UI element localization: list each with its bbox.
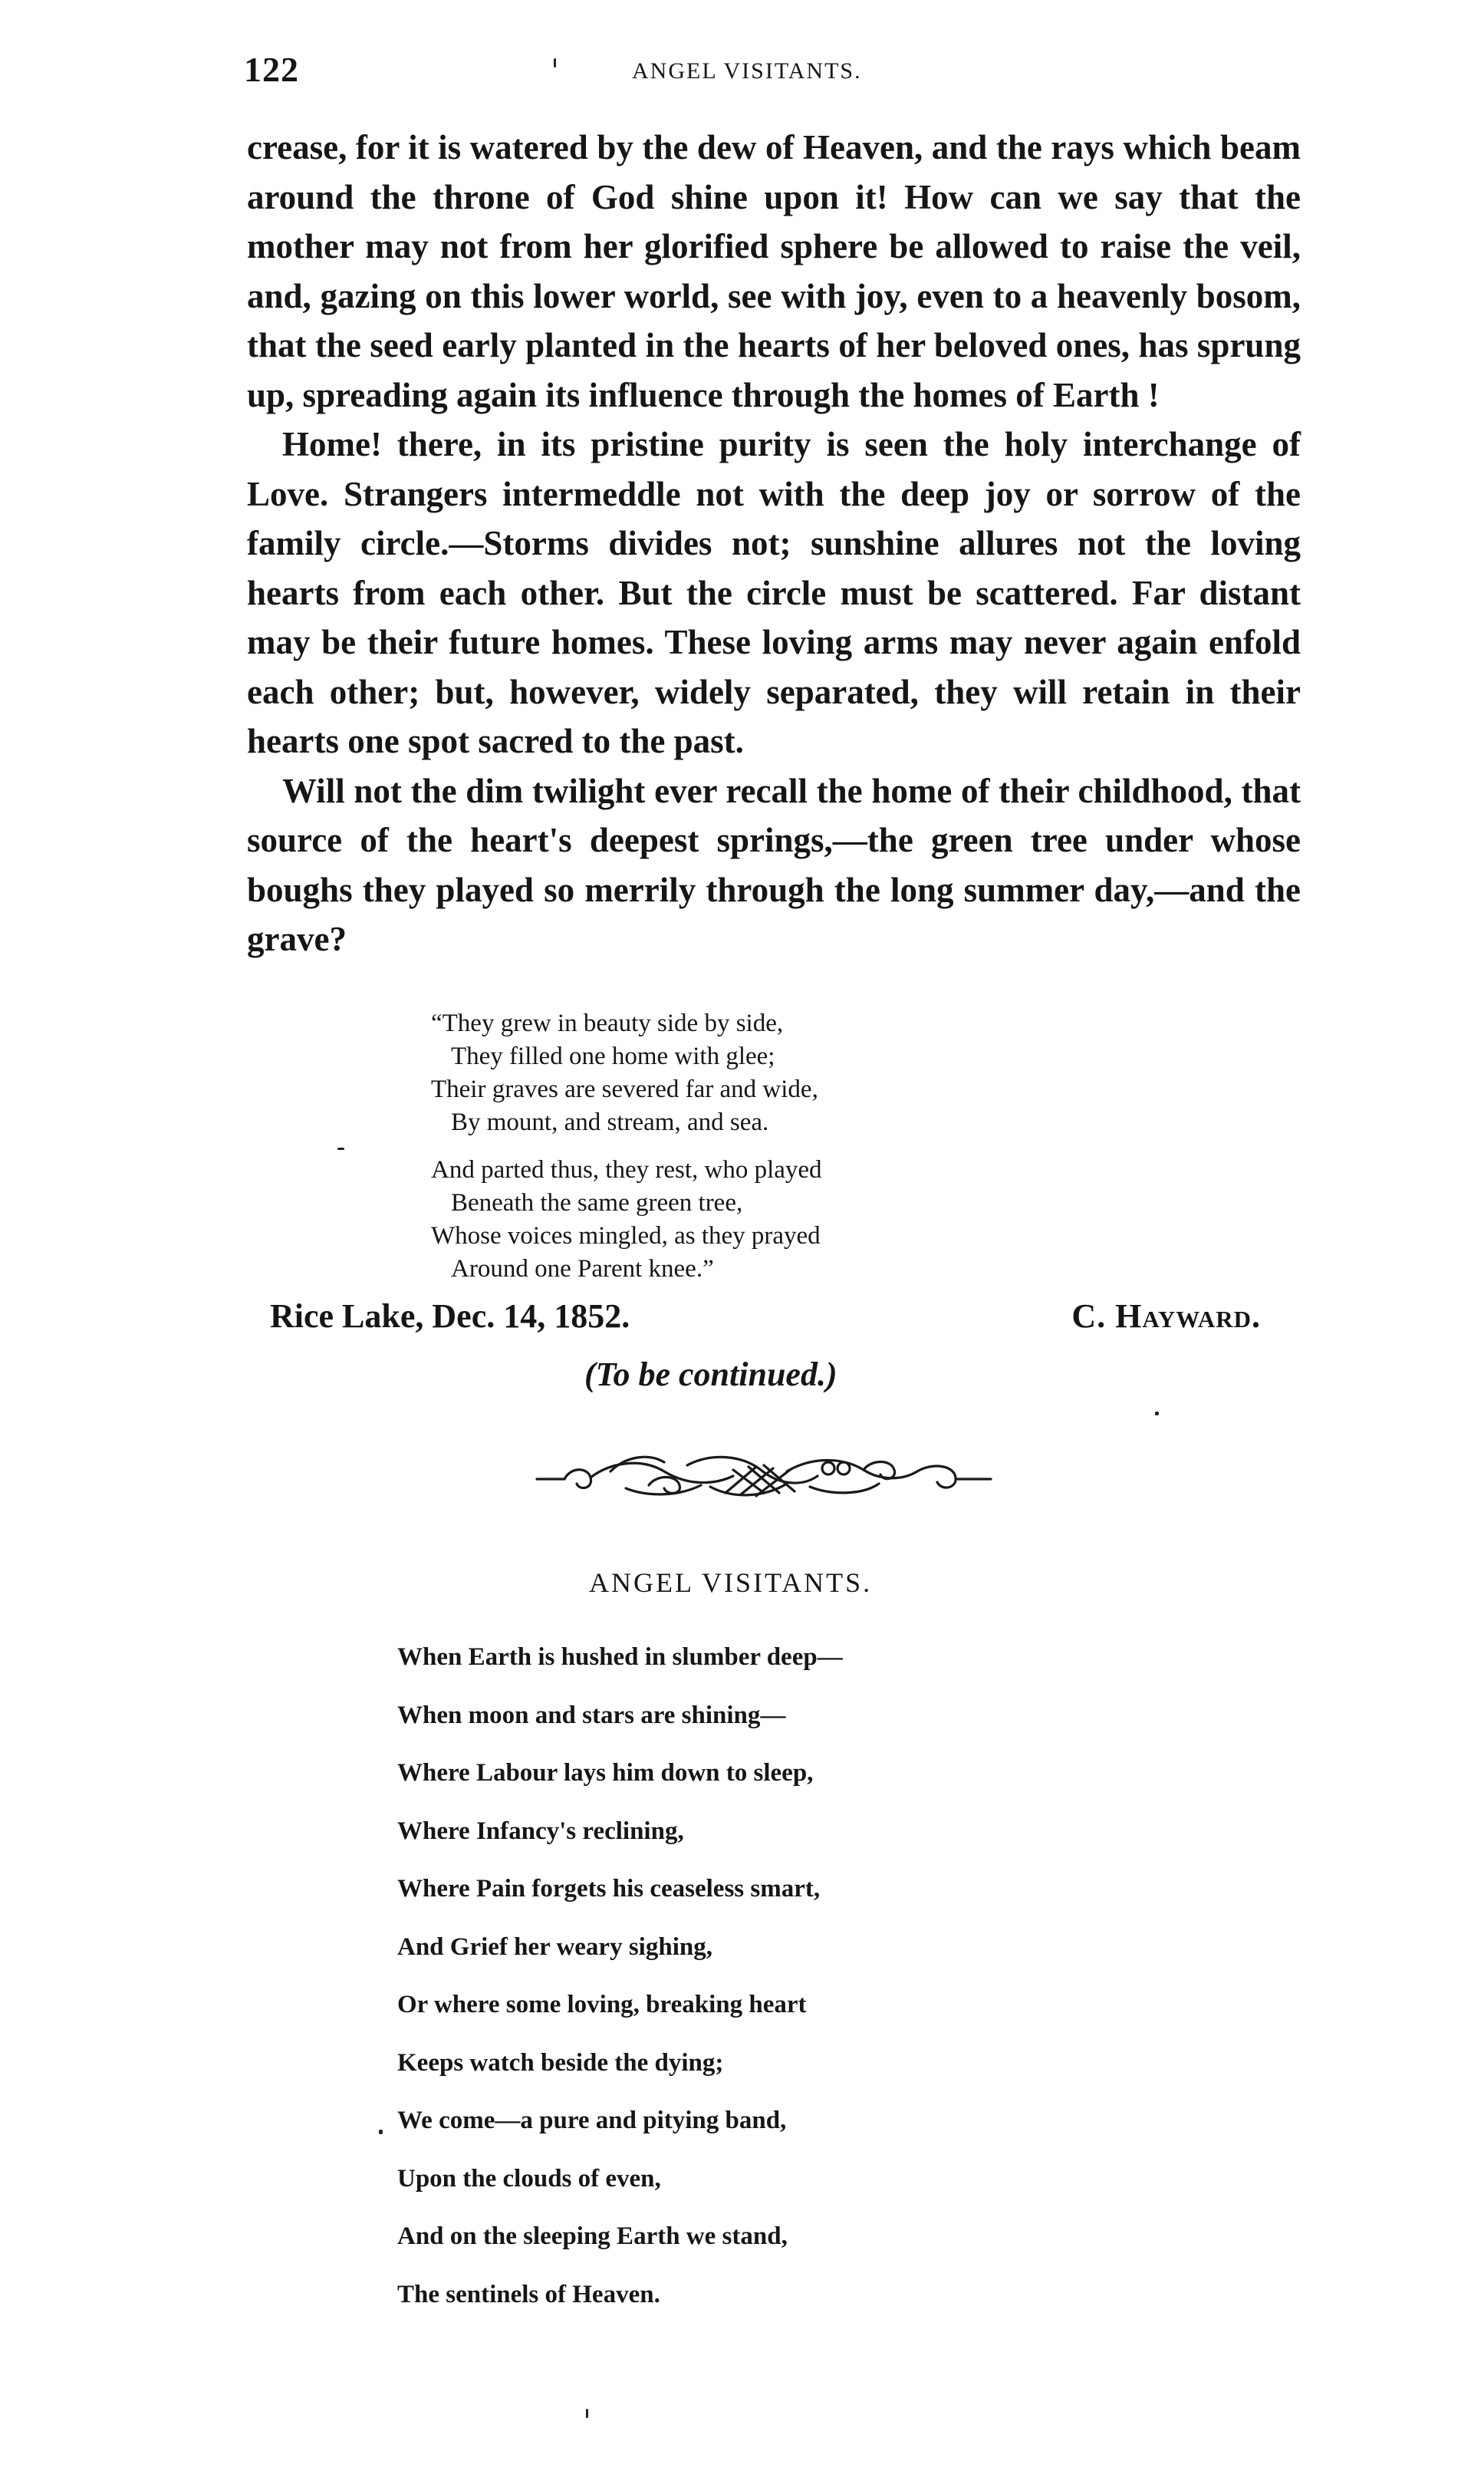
poem-line: The sentinels of Heaven. xyxy=(397,2280,660,2308)
poem-line: Upon the clouds of even, xyxy=(397,2164,661,2193)
ornament-divider-icon xyxy=(534,1448,994,1502)
poem-line: Where Labour lays him down to sleep, xyxy=(397,1759,814,1787)
poem-line: And on the sleeping Earth we stand, xyxy=(397,2222,788,2250)
poem-line: And Grief her weary sighing, xyxy=(397,1932,712,1961)
poem-line: Beneath the same green tree, xyxy=(451,1189,743,1217)
poem-line: We come—a pure and pitying band, xyxy=(397,2107,787,2134)
poem-line: They filled one home with glee; xyxy=(451,1043,775,1070)
poem-line: Around one Parent knee.” xyxy=(451,1255,714,1283)
poem-line: Or where some loving, breaking heart xyxy=(397,1991,807,2018)
ink-speck xyxy=(554,58,556,68)
poem-line: Where Pain forgets his ceaseless smart, xyxy=(397,1875,821,1903)
poem-line: Whose voices mingled, as they prayed xyxy=(431,1222,821,1250)
continued-note: (To be continued.) xyxy=(584,1356,837,1393)
paragraph-3: Will not the dim twilight ever recall the home of their childhood, that source of the heart's deepest springs,—the green tree under whose boughs they played so merrily through the long summer day,—and the grave? xyxy=(247,771,1301,958)
ink-speck xyxy=(1155,1412,1159,1415)
ink-speck xyxy=(379,2130,383,2134)
poem-line: When moon and stars are shining— xyxy=(397,1701,786,1729)
ink-speck xyxy=(586,2409,588,2418)
paragraph-2: Home! there, in its pristine purity is seen the holy interchange of Love. Strangers intermeddle not with the deep joy or sorrow of the family circle.—Storms divides not; sunshine allures not the loving hearts from each other. But the circle must be scattered. Far distant may be their future homes. These loving arms may never again enfold each other; but, however, widely separated, they will retain in their hearts one spot sacred to the past. xyxy=(247,425,1301,760)
ink-speck xyxy=(337,1148,344,1150)
author-name: C. Hayward. xyxy=(1071,1297,1261,1335)
poem-line: And parted thus, they rest, who played xyxy=(431,1156,822,1184)
body-text xyxy=(247,123,1301,964)
poem-body xyxy=(397,1616,843,2336)
poem-line: “They grew in beauty side by side, xyxy=(431,1010,784,1037)
poem-line: Their graves are severed far and wide, xyxy=(431,1076,818,1103)
quoted-poem-stanza-1 xyxy=(431,1007,818,1139)
poem-line: When Earth is hushed in slumber deep— xyxy=(397,1643,843,1671)
quoted-poem-stanza-2 xyxy=(431,1154,822,1286)
running-head: ANGEL VISITANTS. xyxy=(632,58,862,84)
poem-title: ANGEL VISITANTS. xyxy=(589,1567,873,1598)
poem-line: Keeps watch beside the dying; xyxy=(397,2048,724,2077)
page-number: 122 xyxy=(244,50,299,89)
place-date: Rice Lake, Dec. 14, 1852. xyxy=(270,1297,630,1335)
page-header xyxy=(244,49,1256,95)
poem-line: Where Infancy's reclining, xyxy=(397,1817,684,1845)
paragraph-1: crease, for it is watered by the dew of Heaven, and the rays which beam around the throne of God shine upon it! How can we say that the mother may not from her glorified sphere be allowed to raise the veil, and, gazing on this lower world, see with joy, even to a heavenly bosom, that the seed early planted in the hearts of her beloved ones, has sprung up, spreading again its influence through the homes of Earth ! xyxy=(247,128,1301,414)
poem-line: By mount, and stream, and sea. xyxy=(451,1109,769,1136)
